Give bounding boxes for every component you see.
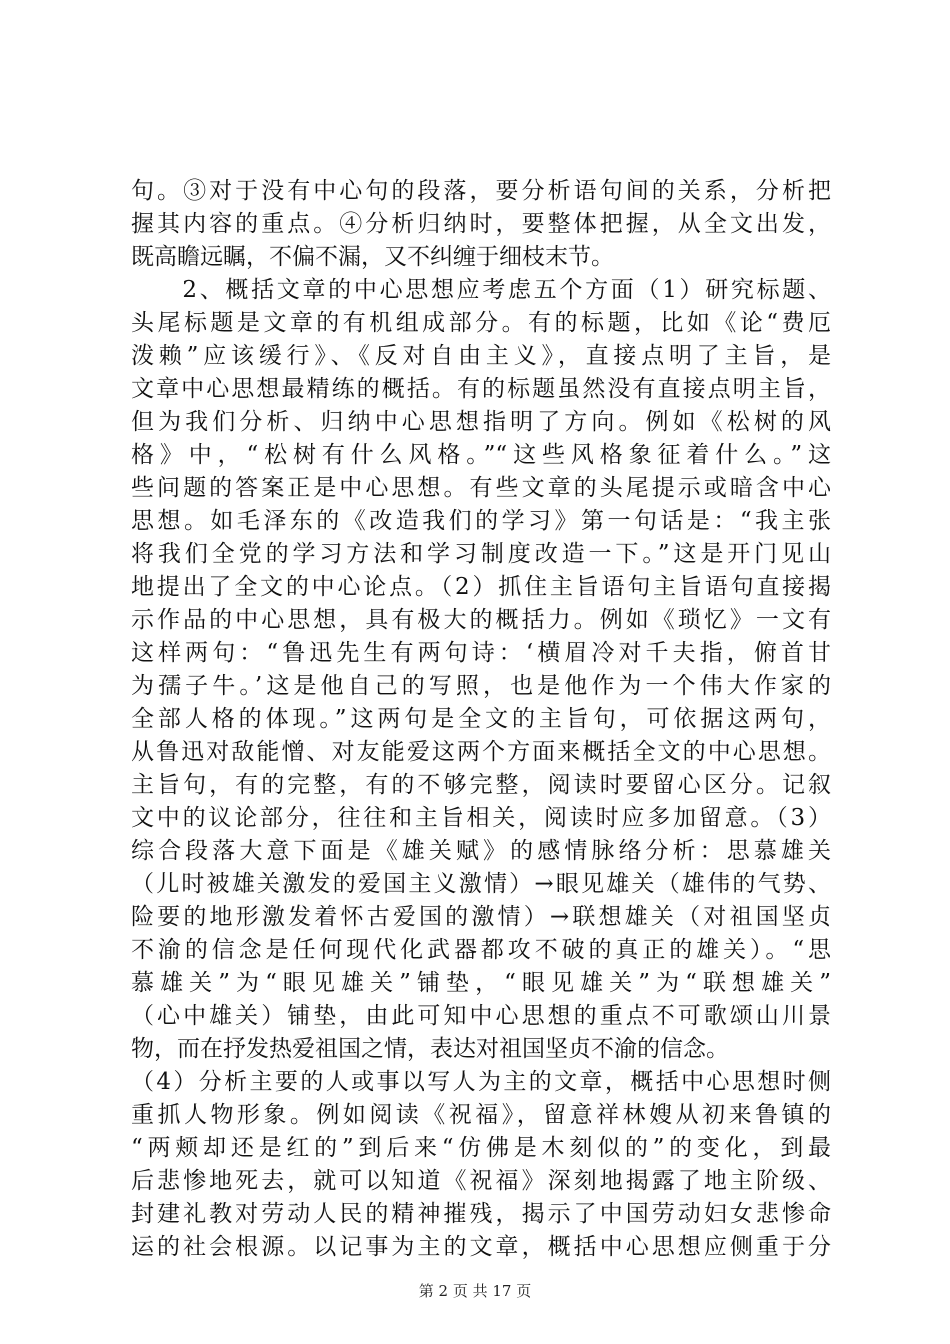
text-line-10: 些问题的答案正是中心思想。有些文章的头尾提示或暗含中心 <box>131 475 831 501</box>
text-line-16: 为孺子牛。’这是他自己的写照，也是他作为一个伟大作家的 <box>131 673 831 699</box>
text-line-17: 全部人格的体现。”这两句是全文的主旨句，可依据这两句， <box>131 706 831 732</box>
text-line-28: （4）分析主要的人或事以写人为主的文章，概括中心思想时侧 <box>131 1069 831 1095</box>
text-line-26: （心中雄关）铺垫，由此可知中心思想的重点不可歌颂山川景 <box>131 1003 831 1029</box>
text-line-24: 不渝的信念是任何现代化武器都攻不破的真正的雄关）。“思 <box>131 937 831 963</box>
document-body <box>131 175 831 1264</box>
text-line-9: 格》中，“松树有什么风格。”“这些风格象征着什么。”这 <box>131 442 831 468</box>
text-line-1: 句。③对于没有中心句的段落，要分析语句间的关系，分析把 <box>131 178 831 204</box>
text-line-2: 握其内容的重点。④分析归纳时，要整体把握，从全文出发， <box>131 211 831 237</box>
text-line-22: （儿时被雄关激发的爱国主义激情）→眼见雄关（雄伟的气势、 <box>131 871 831 897</box>
text-line-8: 但为我们分析、归纳中心思想指明了方向。例如《松树的风 <box>131 409 831 435</box>
text-line-3: 既高瞻远瞩，不偏不漏，又不纠缠于细枝末节。 <box>131 244 614 270</box>
page-number-footer: 第 2 页 共 17 页 <box>418 1282 532 1300</box>
text-line-7: 文章中心思想最精练的概括。有的标题虽然没有直接点明主旨， <box>131 376 831 402</box>
text-line-23: 险要的地形激发着怀古爱国的激情）→联想雄关（对祖国坚贞 <box>131 904 831 930</box>
text-line-30: “两颊却还是红的”到后来“仿佛是木刻似的”的变化，到最 <box>131 1135 831 1161</box>
text-line-33: 运的社会根源。以记事为主的文章，概括中心思想应侧重于分 <box>131 1234 831 1260</box>
text-line-21: 综合段落大意下面是《雄关赋》的感情脉络分析：思慕雄关 <box>131 838 831 864</box>
text-line-20: 文中的议论部分，往往和主旨相关，阅读时应多加留意。（3） <box>131 805 831 831</box>
text-line-18: 从鲁迅对敌能憎、对友能爱这两个方面来概括全文的中心思想。 <box>131 739 831 765</box>
text-line-6: 泼赖”应该缓行》、《反对自由主义》，直接点明了主旨，是 <box>131 343 831 369</box>
text-line-5: 头尾标题是文章的有机组成部分。有的标题，比如《论“费厄 <box>131 310 831 336</box>
text-line-11: 思想。如毛泽东的《改造我们的学习》第一句话是：“我主张 <box>131 508 831 534</box>
text-line-15: 这样两句：“鲁迅先生有两句诗：‘横眉冷对千夫指，俯首甘 <box>131 640 831 666</box>
text-line-13: 地提出了全文的中心论点。（2）抓住主旨语句主旨语句直接揭 <box>131 574 831 600</box>
text-line-29: 重抓人物形象。例如阅读《祝福》，留意祥林嫂从初来鲁镇的 <box>131 1102 831 1128</box>
text-line-14: 示作品的中心思想，具有极大的概括力。例如《琐忆》一文有 <box>131 607 831 633</box>
text-line-27: 物，而在抒发热爱祖国之情，表达对祖国坚贞不渝的信念。 <box>131 1036 729 1062</box>
text-line-19: 主旨句，有的完整，有的不够完整，阅读时要留心区分。记叙 <box>131 772 831 798</box>
text-line-31: 后悲惨地死去，就可以知道《祝福》深刻地揭露了地主阶级、 <box>131 1168 831 1194</box>
text-line-12: 将我们全党的学习方法和学习制度改造一下。”这是开门见山 <box>131 541 831 567</box>
text-line-32: 封建礼教对劳动人民的精神摧残，揭示了中国劳动妇女悲惨命 <box>131 1201 831 1227</box>
text-line-4: 2、概括文章的中心思想应考虑五个方面（1）研究标题、 <box>131 277 831 303</box>
text-line-25: 慕雄关”为“眼见雄关”铺垫，“眼见雄关”为“联想雄关” <box>131 970 831 996</box>
